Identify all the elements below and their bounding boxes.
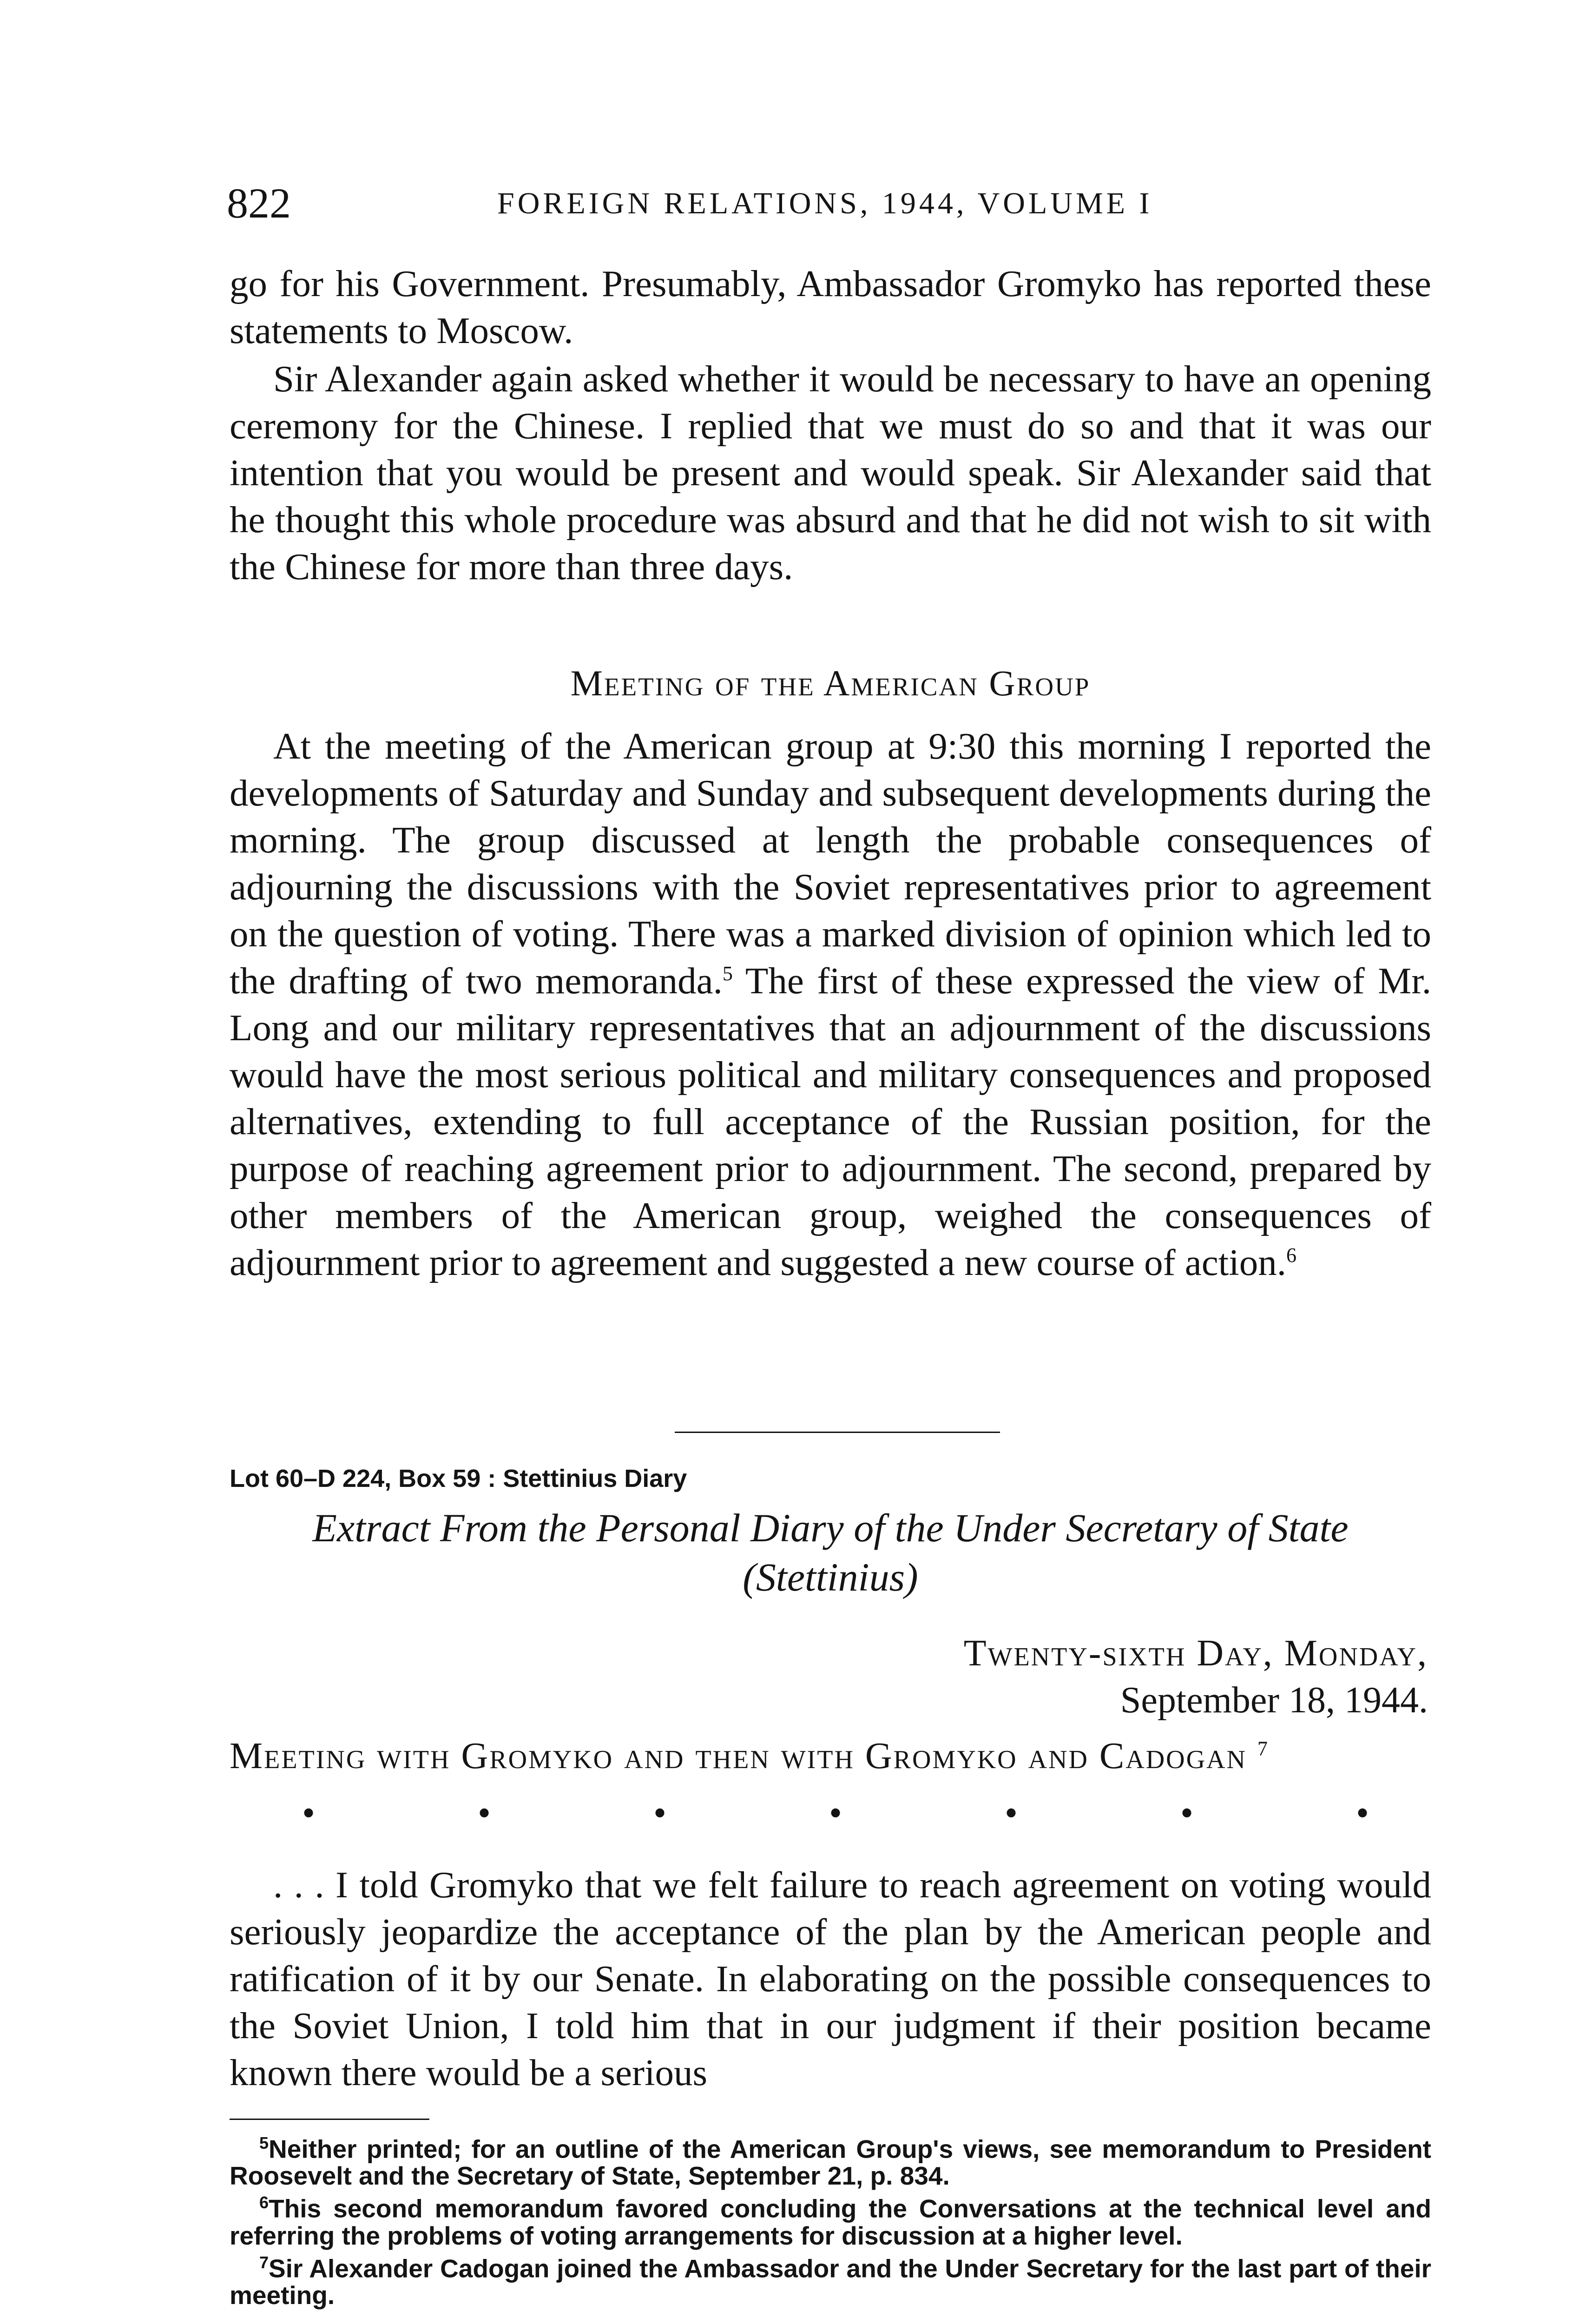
omission-dot: •	[1005, 1793, 1018, 1834]
footnote-7	[230, 2249, 1431, 2309]
meeting-heading	[230, 1735, 1269, 1777]
footnotes	[230, 2130, 1431, 2309]
meeting-heading-text: Meeting with Gromyko and then with Gromyko and Cadogan	[230, 1736, 1247, 1776]
footnote-ref-6: 6	[1286, 1244, 1296, 1267]
document-source: Lot 60–D 224, Box 59 : Stettinius Diary	[230, 1465, 687, 1492]
american-group-paragraph	[230, 723, 1431, 1286]
continuation-paragraph: go for his Government. Presumably, Ambassador Gromyko has reported these statements to Moscow.	[230, 263, 1431, 351]
omission-dot: •	[1356, 1793, 1369, 1834]
footnote-5	[230, 2130, 1431, 2189]
footnote-6	[230, 2189, 1431, 2249]
footnote-rule	[230, 2119, 429, 2120]
footnote-ref-7: 7	[1257, 1737, 1269, 1760]
omission-dot: •	[829, 1793, 842, 1834]
document-title-line-2: (Stettinius)	[743, 1555, 918, 1599]
footnote-ref-5: 5	[722, 962, 733, 985]
footnote-marker: 5	[259, 2133, 269, 2152]
continuation-paragraph-2: Sir Alexander again asked whether it would be necessary to have an opening ceremony for the Chinese. I replied that we must do so and that it was our intention that you would be present and would speak. Sir Alexander said that he thought this whole procedure was absurd and that he did not wish to sit with the Chinese for more than three days.	[230, 358, 1431, 588]
section-heading-american-group: Meeting of the American Group	[570, 663, 1091, 703]
footnote-text: Sir Alexander Cadogan joined the Ambassador and the Under Secretary for the last part of their meeting.	[230, 2253, 1431, 2310]
omission-dot: •	[653, 1793, 667, 1834]
document-title-line-1: Extract From the Personal Diary of the Under Secretary of State	[312, 1505, 1349, 1550]
dateline-date: September 18, 1944.	[1120, 1680, 1428, 1721]
american-group-text-1: At the meeting of the American group at 9:30 this morning I reported the developments of Saturday and Sunday and subsequent developments during the morning. The group discussed at length the probable consequences of adjourning the discussions with the Soviet representatives prior to agreement on the question of voting. There was a marked division of opinion which led to the drafting of two memoranda.	[230, 725, 1431, 1002]
page-number: 822	[227, 179, 291, 227]
american-group-text-2: The first of these expressed the view of Mr. Long and our military representatives that an adjournment of the discussions would have the most serious political and military consequences and proposed alternatives, extending to full acceptance of the Russian position, for the purpose of reaching agreement prior to adjournment. The second, prepared by other members of the American group, weighed the consequences of adjournment prior to agreement and suggested a new course of action.	[230, 960, 1431, 1283]
footnote-text: Neither printed; for an outline of the American Group's views, see memorandum to President Roosevelt and the Secretary of State, September 21, p. 834.	[230, 2134, 1431, 2191]
omission-dot: •	[1180, 1793, 1194, 1834]
running-title: FOREIGN RELATIONS, 1944, VOLUME I	[497, 186, 1153, 220]
omission-dot: •	[302, 1793, 316, 1834]
footnote-marker: 6	[259, 2193, 269, 2212]
footnote-text: This second memorandum favored concluding the Conversations at the technical level and referring the problems of voting arrangements for discussion at a higher level.	[230, 2194, 1431, 2250]
document-title	[230, 1503, 1431, 1602]
section-divider	[675, 1432, 1000, 1433]
dateline-day: Twenty-sixth Day, Monday,	[963, 1633, 1428, 1674]
footnote-marker: 7	[259, 2252, 269, 2272]
diary-body-paragraph: . . . I told Gromyko that we felt failure to reach agreement on voting would seriously jeopardize the acceptance of the plan by the American people and ratification of it by our Senate. In elaborating on the possible consequences to the Soviet Union, I told him that in our judgment if their position became known there would be a serious	[230, 1864, 1431, 2093]
omission-dot: •	[478, 1793, 491, 1834]
